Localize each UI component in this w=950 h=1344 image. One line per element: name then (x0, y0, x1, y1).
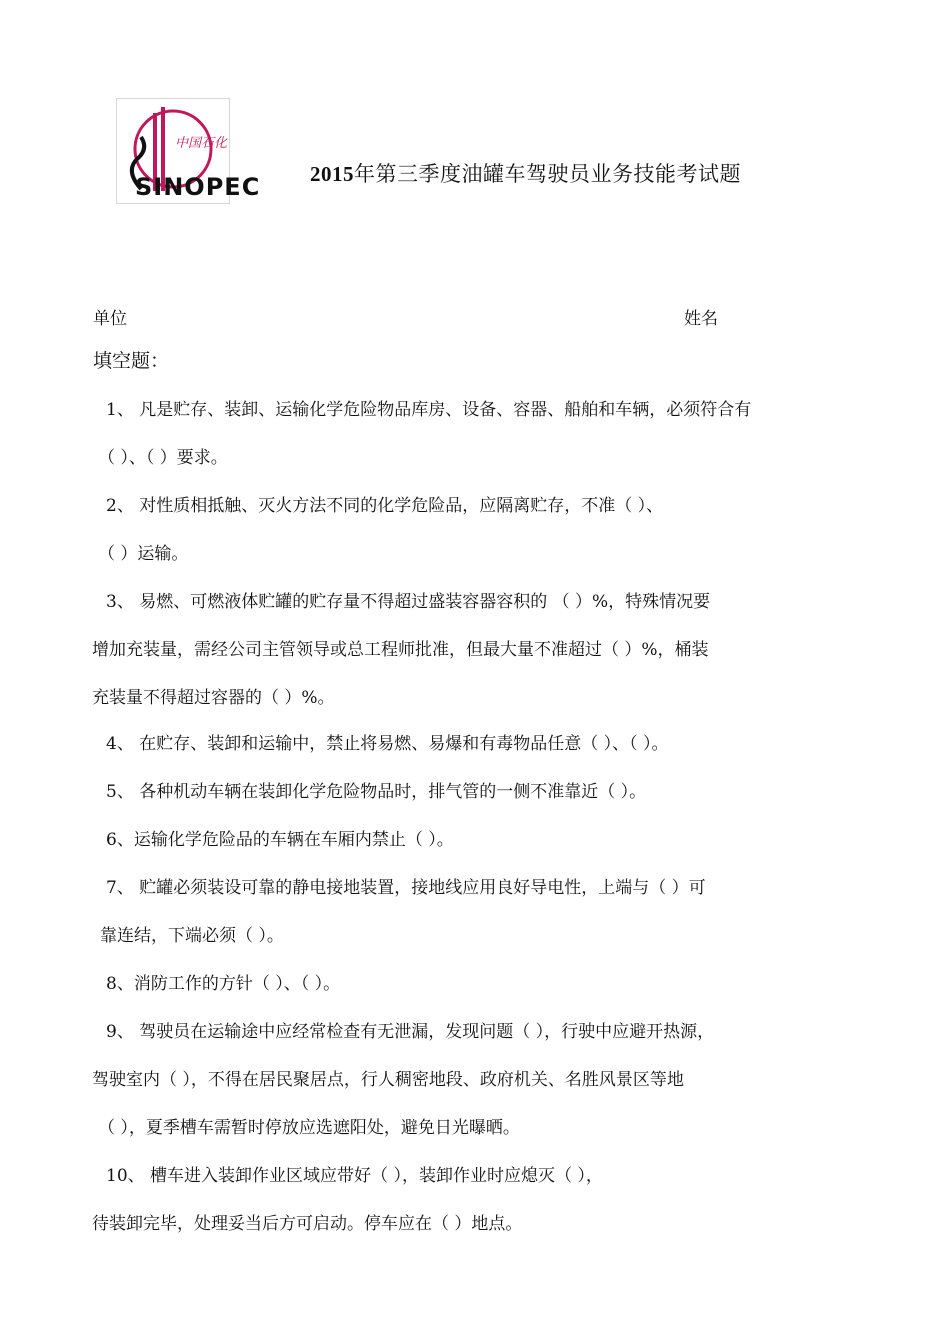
section-title: 填空题： (93, 350, 170, 372)
question-3-line-3: 充装量不得超过容器的（ ）%。 (92, 688, 335, 708)
sinopec-logo (116, 98, 261, 204)
question-1-line-2: （ ）、（ ）要求。 (98, 448, 228, 468)
question-2-line-1: 2、 对性质相抵触、灭火方法不同的化学危险品，应隔离贮存，不准（ ）、 (106, 496, 664, 516)
question-3-line-1: 3、 易燃、可燃液体贮罐的贮存量不得超过盛装容器容积的 （ ）%，特殊情况要 (106, 592, 711, 612)
question-9-line-1: 9、 驾驶员在运输途中应经常检查有无泄漏，发现问题（ ），行驶中应避开热源， (106, 1022, 715, 1042)
name-label: 姓名 (684, 309, 718, 329)
question-8-line-1: 8、消防工作的方针（ ）、（ ）。 (106, 974, 341, 994)
question-1-line-1: 1、 凡是贮存、装卸、运输化学危险物品库房、设备、容器、船舶和车辆，必须符合有 (106, 400, 752, 420)
question-4-line-1: 4、 在贮存、装卸和运输中，禁止将易燃、易爆和有毒物品任意（ ）、（ ）。 (106, 734, 669, 754)
question-5-line-1: 5、 各种机动车辆在装卸化学危险物品时，排气管的一侧不准靠近（ ）。 (106, 782, 647, 802)
question-10-line-2: 待装卸完毕，处理妥当后方可启动。停车应在（ ）地点。 (92, 1214, 523, 1234)
question-9-line-3: （ ），夏季槽车需暂时停放应选遮阳处，避免日光曝晒。 (98, 1118, 520, 1138)
page-title (310, 158, 741, 188)
title-year: 2015 (310, 162, 354, 186)
svg-text:中国石化: 中国石化 (175, 136, 228, 151)
question-9-line-2: 驾驶室内（ ），不得在居民聚居点，行人稠密地段、政府机关、名胜风景区等地 (92, 1070, 684, 1090)
sinopec-logo-graphic (117, 99, 261, 203)
svg-text:SINOPEC: SINOPEC (135, 173, 261, 201)
question-7-line-2: 靠连结，下端必须（ ）。 (100, 926, 284, 946)
question-7-line-1: 7、 贮罐必须装设可靠的静电接地装置，接地线应用良好导电性，上端与（ ）可 (106, 878, 706, 898)
question-2-line-2: （ ）运输。 (98, 544, 189, 564)
question-6-line-1: 6、运输化学危险品的车辆在车厢内禁止（ ）。 (106, 830, 454, 850)
question-10-line-1: 10、 槽车进入装卸作业区域应带好（ ），装卸作业时应熄灭（ ）， (106, 1166, 603, 1186)
title-text: 年第三季度油罐车驾驶员业务技能考试题 (354, 162, 741, 186)
question-3-line-2: 增加充装量，需经公司主管领导或总工程师批准，但最大量不准超过（ ）%，桶装 (92, 640, 709, 660)
unit-label: 单位 (93, 309, 127, 329)
